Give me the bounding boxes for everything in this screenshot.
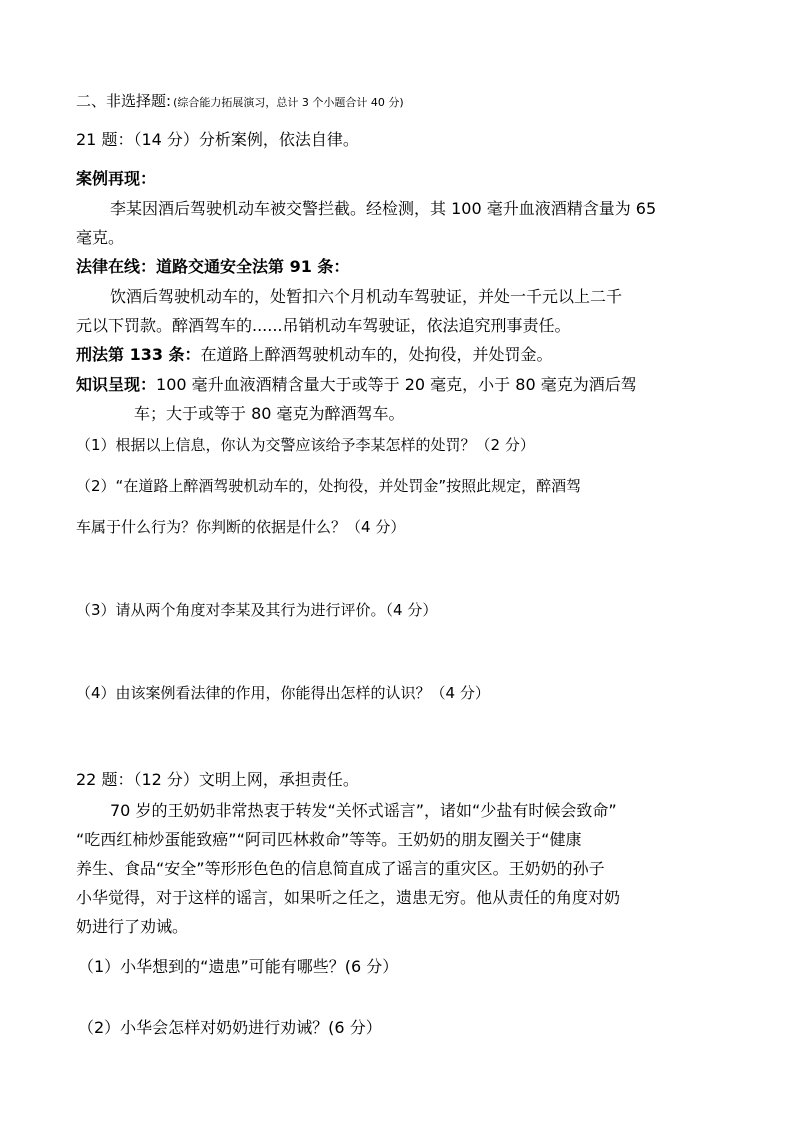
- q21-sub4: （4）由该案例看法律的作用，你能得出怎样的认识？（4 分）: [76, 684, 490, 702]
- q22-para-1: 70 岁的王奶奶非常热衷于转发“关怀式谣言”，诸如“少盐有时候会致命”: [110, 801, 617, 820]
- q22-title: 22 题：（12 分）文明上网，承担责任。: [76, 770, 359, 789]
- q21-knowledge-text-1: 100 毫升血液酒精含量大于或等于 20 毫克，小于 80 毫克为酒后驾: [156, 375, 637, 394]
- q22-sub2: （2）小华会怎样对奶奶进行劝诫？(6 分）: [78, 1018, 382, 1037]
- q21-law-text-1: 饮酒后驾驶机动车的，处暂扣六个月机动车驾驶证，并处一千元以上二千: [110, 287, 623, 306]
- q22-para-5: 奶进行了劝诫。: [76, 917, 189, 936]
- q22-para-3: 养生、食品“安全”等形形色色的信息简直成了谣言的重灾区。王奶奶的孙子: [76, 859, 605, 878]
- q21-case-text-2: 毫克。: [76, 228, 125, 247]
- q21-criminal-line: [76, 342, 553, 365]
- q21-sub1: （1）根据以上信息，你认为交警应该给予李某怎样的处罚？（2 分）: [76, 436, 535, 454]
- q21-knowledge-label: 知识呈现：: [76, 375, 157, 394]
- q22-para-4: 小华觉得，对于这样的谣言，如果听之任之，遗患无穷。他从责任的角度对奶: [76, 888, 621, 907]
- q21-knowledge-text-2: 车；大于或等于 80 毫克为醉酒驾车。: [134, 404, 405, 423]
- q21-sub2-line2: 车属于什么行为？你判断的依据是什么？（4 分）: [76, 518, 406, 536]
- q22-sub1: （1）小华想到的“遗患”可能有哪些？(6 分）: [78, 957, 399, 976]
- q21-knowledge-line: [76, 372, 637, 395]
- q21-law-text-2: 元以下罚款。醉酒驾车的......吊销机动车驾驶证，依法追究刑事责任。: [76, 316, 571, 335]
- q21-title: 21 题：（14 分）分析案例，依法自律。: [76, 130, 359, 149]
- section-note: (综合能力拓展演习，总计 3 个小题合计 40 分): [173, 96, 404, 109]
- q21-case-text-1: 李某因酒后驾驶机动车被交警拦截。经检测，其 100 毫升血液酒精含量为 65: [110, 199, 657, 218]
- section-heading: 二、非选择题:: [76, 92, 172, 110]
- q21-criminal-label: 刑法第 133 条：: [76, 345, 201, 364]
- q21-law-label: 法律在线：道路交通安全法第 91 条：: [76, 257, 350, 276]
- q21-sub3: （3）请从两个角度对李某及其行为进行评价。（4 分）: [76, 601, 438, 619]
- section-heading-line: [76, 90, 404, 111]
- q21-case-label: 案例再现：: [76, 169, 157, 188]
- q21-criminal-text: 在道路上醉酒驾驶机动车的，处拘役，并处罚金。: [200, 345, 553, 364]
- q21-sub2-line1: （2）“在道路上醉酒驾驶机动车的，处拘役，并处罚金”按照此规定，醉酒驾: [76, 477, 582, 495]
- q22-para-2: “吃西红柿炒蛋能致癌”“阿司匹林救命”等等。王奶奶的朋友圈关于“健康: [76, 830, 582, 849]
